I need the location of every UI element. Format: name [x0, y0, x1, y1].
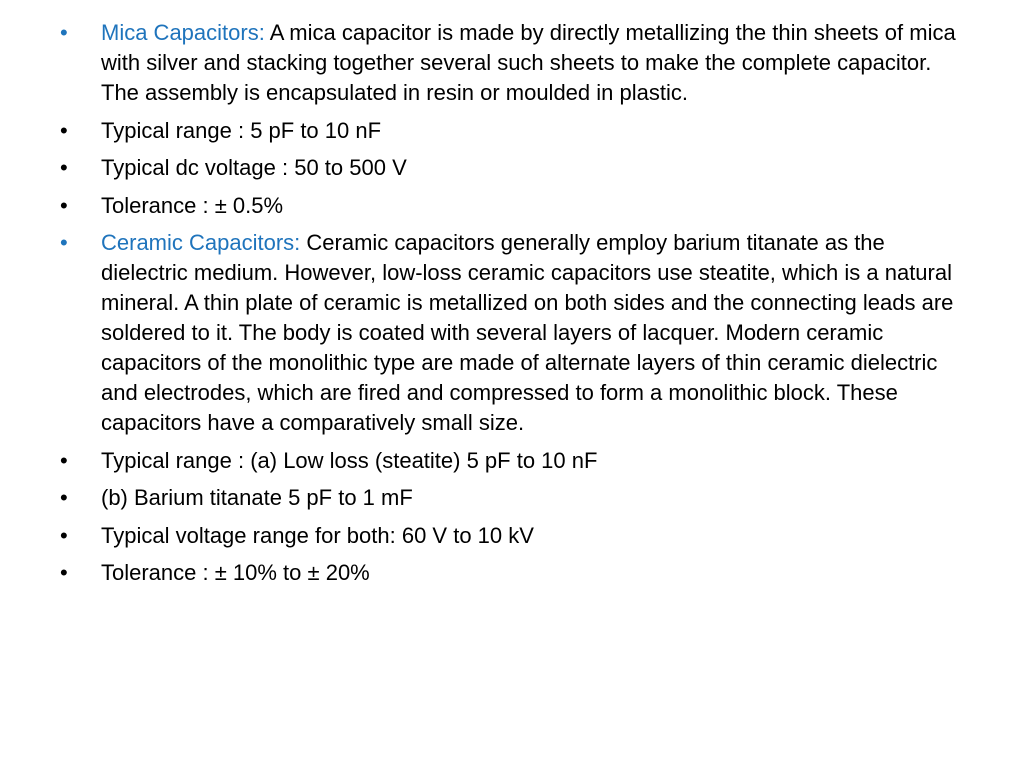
- bullet-icon: •: [60, 447, 68, 473]
- heading-ceramic-capacitors: Ceramic Capacitors:: [101, 230, 307, 255]
- ceramic-typical-voltage: Typical voltage range for both: 60 V to 10 kV: [101, 522, 534, 548]
- list-item-ceramic-range: [60, 446, 960, 476]
- list-item-mica-voltage: [60, 153, 960, 183]
- bullet-icon: •: [60, 560, 68, 585]
- ceramic-tolerance: Tolerance : ± 10% to ± 20%: [101, 560, 370, 585]
- mica-typical-voltage: Typical dc voltage : 50 to 500 V: [101, 155, 407, 180]
- list-item-mica-range: [60, 116, 960, 146]
- list-item-ceramic-tolerance: [60, 558, 960, 588]
- bullet-icon: •: [60, 522, 68, 548]
- list-item-ceramic-voltage: [60, 521, 960, 551]
- heading-mica-capacitors: Mica Capacitors:: [101, 20, 270, 45]
- bullet-icon: •: [60, 155, 68, 180]
- bullet-icon: •: [60, 117, 68, 143]
- bullet-list: [60, 18, 960, 596]
- bullet-icon: •: [60, 192, 68, 218]
- mica-tolerance: Tolerance : ± 0.5%: [101, 192, 284, 218]
- list-item-ceramic-barium: [60, 483, 960, 513]
- ceramic-typical-range-barium: (b) Barium titanate 5 pF to 1 mF: [101, 485, 413, 510]
- bullet-icon: •: [60, 20, 68, 45]
- bullet-icon: •: [60, 485, 68, 510]
- mica-typical-range: Typical range : 5 pF to 10 nF: [101, 117, 382, 143]
- mica-description: A mica capacitor is made by directly metallizing the thin sheets of mica with silver and stacking together several such sheets to make the complete capacitor. The assembly is encapsulated in resin or moulded in plastic.: [101, 20, 956, 105]
- ceramic-typical-range-low-loss: Typical range : (a) Low loss (steatite) 5 pF to 10 nF: [101, 447, 598, 473]
- list-item-ceramic-capacitors: [60, 228, 960, 438]
- bullet-icon: •: [60, 230, 68, 255]
- ceramic-description: Ceramic capacitors generally employ barium titanate as the dielectric medium. However, low-loss ceramic capacitors use steatite, which is a natural mineral. A thin plate of ceramic is metallized on both sides and the connecting leads are soldered to it. The body is coated with several layers of lacquer. Modern ceramic capacitors of the monolithic type are made of alternate layers of thin ceramic dielectric and electrodes, which are fired and compressed to form a monolithic block. These capacitors have a comparatively small size.: [101, 230, 954, 435]
- list-item-mica-capacitors: [60, 18, 960, 108]
- list-item-mica-tolerance: [60, 191, 960, 221]
